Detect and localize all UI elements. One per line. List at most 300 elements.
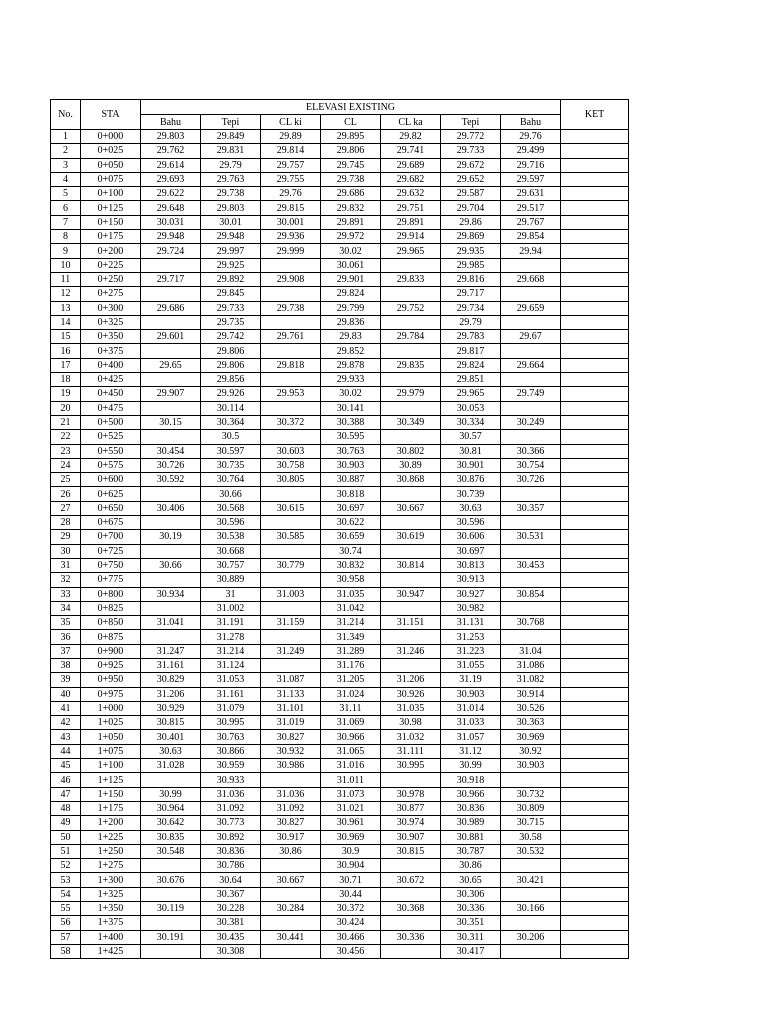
cell-ket bbox=[561, 158, 629, 172]
cell-cl: 29.83 bbox=[321, 330, 381, 344]
cell-ket bbox=[561, 344, 629, 358]
cell-ket bbox=[561, 759, 629, 773]
cell-cl-ki bbox=[261, 373, 321, 387]
cell-bahu-right: 29.659 bbox=[501, 301, 561, 315]
cell-cl-ka: 31.246 bbox=[381, 644, 441, 658]
cell-tepi-left: 30.773 bbox=[201, 816, 261, 830]
cell-sta: 0+625 bbox=[81, 487, 141, 501]
cell-bahu-right: 31.082 bbox=[501, 673, 561, 687]
cell-cl-ka: 29.784 bbox=[381, 330, 441, 344]
cell-cl-ki: 30.805 bbox=[261, 473, 321, 487]
table-row bbox=[51, 444, 629, 458]
cell-ket bbox=[561, 387, 629, 401]
cell-ket bbox=[561, 272, 629, 286]
table-header bbox=[51, 100, 629, 130]
cell-cl-ka: 29.689 bbox=[381, 158, 441, 172]
table-row bbox=[51, 530, 629, 544]
table-row bbox=[51, 144, 629, 158]
cell-no: 33 bbox=[51, 587, 81, 601]
cell-ket bbox=[561, 487, 629, 501]
cell-cl-ki bbox=[261, 258, 321, 272]
cell-no: 17 bbox=[51, 358, 81, 372]
cell-ket bbox=[561, 373, 629, 387]
cell-tepi-left: 30.786 bbox=[201, 859, 261, 873]
cell-tepi-right: 29.935 bbox=[441, 244, 501, 258]
cell-cl: 31.11 bbox=[321, 701, 381, 715]
cell-sta: 0+200 bbox=[81, 244, 141, 258]
cell-tepi-left: 29.735 bbox=[201, 315, 261, 329]
cell-cl: 30.02 bbox=[321, 244, 381, 258]
cell-sta: 0+800 bbox=[81, 587, 141, 601]
table-row bbox=[51, 401, 629, 415]
cell-bahu-left bbox=[141, 859, 201, 873]
cell-bahu-left: 29.622 bbox=[141, 187, 201, 201]
cell-ket bbox=[561, 358, 629, 372]
cell-tepi-right: 30.99 bbox=[441, 759, 501, 773]
cell-bahu-left: 29.614 bbox=[141, 158, 201, 172]
table-row bbox=[51, 201, 629, 215]
cell-no: 41 bbox=[51, 701, 81, 715]
table-row bbox=[51, 130, 629, 144]
cell-bahu-left: 30.63 bbox=[141, 744, 201, 758]
cell-ket bbox=[561, 787, 629, 801]
cell-tepi-right: 30.697 bbox=[441, 544, 501, 558]
cell-ket bbox=[561, 859, 629, 873]
table-row bbox=[51, 387, 629, 401]
cell-tepi-right: 30.813 bbox=[441, 558, 501, 572]
cell-tepi-left: 31.036 bbox=[201, 787, 261, 801]
cell-cl-ki: 29.936 bbox=[261, 230, 321, 244]
cell-no: 26 bbox=[51, 487, 81, 501]
cell-bahu-left bbox=[141, 287, 201, 301]
cell-cl-ki: 29.757 bbox=[261, 158, 321, 172]
cell-sta: 0+525 bbox=[81, 430, 141, 444]
cell-tepi-left: 29.849 bbox=[201, 130, 261, 144]
cell-bahu-right: 30.969 bbox=[501, 730, 561, 744]
cell-cl: 30.466 bbox=[321, 930, 381, 944]
cell-tepi-left: 30.597 bbox=[201, 444, 261, 458]
cell-tepi-right: 30.966 bbox=[441, 787, 501, 801]
cell-cl-ki: 30.779 bbox=[261, 558, 321, 572]
cell-cl-ki bbox=[261, 544, 321, 558]
cell-cl-ka: 30.89 bbox=[381, 458, 441, 472]
cell-cl-ki: 29.738 bbox=[261, 301, 321, 315]
cell-cl: 29.799 bbox=[321, 301, 381, 315]
cell-tepi-left: 29.738 bbox=[201, 187, 261, 201]
cell-cl-ka bbox=[381, 344, 441, 358]
cell-bahu-left: 29.803 bbox=[141, 130, 201, 144]
cell-no: 46 bbox=[51, 773, 81, 787]
header-bahu-right: Bahu bbox=[501, 115, 561, 130]
cell-sta: 0+175 bbox=[81, 230, 141, 244]
cell-tepi-right: 29.86 bbox=[441, 215, 501, 229]
cell-sta: 0+875 bbox=[81, 630, 141, 644]
cell-ket bbox=[561, 801, 629, 815]
cell-bahu-left bbox=[141, 630, 201, 644]
cell-cl-ka bbox=[381, 658, 441, 672]
cell-cl-ka bbox=[381, 773, 441, 787]
table-row bbox=[51, 687, 629, 701]
cell-cl: 30.904 bbox=[321, 859, 381, 873]
cell-no: 56 bbox=[51, 916, 81, 930]
cell-ket bbox=[561, 544, 629, 558]
cell-ket bbox=[561, 187, 629, 201]
cell-tepi-right: 30.881 bbox=[441, 830, 501, 844]
header-elevasi-existing: ELEVASI EXISTING bbox=[141, 100, 561, 115]
cell-bahu-left: 30.031 bbox=[141, 215, 201, 229]
cell-bahu-left: 30.119 bbox=[141, 902, 201, 916]
cell-ket bbox=[561, 144, 629, 158]
cell-no: 10 bbox=[51, 258, 81, 272]
cell-bahu-right bbox=[501, 344, 561, 358]
cell-bahu-right: 29.76 bbox=[501, 130, 561, 144]
table-row bbox=[51, 887, 629, 901]
table-row bbox=[51, 587, 629, 601]
cell-tepi-left: 30.308 bbox=[201, 944, 261, 958]
cell-cl-ki: 29.999 bbox=[261, 244, 321, 258]
table-row bbox=[51, 616, 629, 630]
cell-no: 4 bbox=[51, 172, 81, 186]
table-row bbox=[51, 358, 629, 372]
cell-tepi-left: 29.742 bbox=[201, 330, 261, 344]
cell-cl-ki: 30.917 bbox=[261, 830, 321, 844]
cell-cl-ki bbox=[261, 287, 321, 301]
cell-cl: 30.372 bbox=[321, 902, 381, 916]
cell-bahu-left: 30.934 bbox=[141, 587, 201, 601]
cell-tepi-right: 29.587 bbox=[441, 187, 501, 201]
cell-bahu-right: 30.531 bbox=[501, 530, 561, 544]
table-row bbox=[51, 301, 629, 315]
cell-bahu-left: 30.829 bbox=[141, 673, 201, 687]
cell-cl-ka: 30.815 bbox=[381, 844, 441, 858]
cell-sta: 0+825 bbox=[81, 601, 141, 615]
cell-no: 29 bbox=[51, 530, 81, 544]
cell-no: 37 bbox=[51, 644, 81, 658]
cell-tepi-right: 29.717 bbox=[441, 287, 501, 301]
cell-bahu-right: 29.94 bbox=[501, 244, 561, 258]
cell-tepi-left: 31.053 bbox=[201, 673, 261, 687]
cell-cl: 30.44 bbox=[321, 887, 381, 901]
cell-bahu-left: 29.65 bbox=[141, 358, 201, 372]
cell-cl-ka bbox=[381, 887, 441, 901]
table-row bbox=[51, 601, 629, 615]
cell-ket bbox=[561, 201, 629, 215]
table-row bbox=[51, 244, 629, 258]
cell-bahu-left: 30.726 bbox=[141, 458, 201, 472]
cell-bahu-left: 30.642 bbox=[141, 816, 201, 830]
cell-tepi-right: 29.672 bbox=[441, 158, 501, 172]
cell-cl: 30.969 bbox=[321, 830, 381, 844]
table-row bbox=[51, 487, 629, 501]
cell-cl-ka: 29.891 bbox=[381, 215, 441, 229]
table-row bbox=[51, 272, 629, 286]
header-bahu-left: Bahu bbox=[141, 115, 201, 130]
cell-sta: 0+575 bbox=[81, 458, 141, 472]
cell-cl: 31.042 bbox=[321, 601, 381, 615]
cell-tepi-left: 29.733 bbox=[201, 301, 261, 315]
cell-bahu-right: 30.92 bbox=[501, 744, 561, 758]
cell-tepi-right: 30.739 bbox=[441, 487, 501, 501]
cell-tepi-right: 30.913 bbox=[441, 573, 501, 587]
cell-bahu-right: 30.715 bbox=[501, 816, 561, 830]
cell-sta: 0+650 bbox=[81, 501, 141, 515]
cell-bahu-left bbox=[141, 573, 201, 587]
cell-cl: 29.836 bbox=[321, 315, 381, 329]
cell-sta: 0+500 bbox=[81, 415, 141, 429]
cell-bahu-right: 30.914 bbox=[501, 687, 561, 701]
cell-cl-ki: 30.86 bbox=[261, 844, 321, 858]
cell-ket bbox=[561, 558, 629, 572]
cell-tepi-left: 30.735 bbox=[201, 458, 261, 472]
cell-tepi-right: 31.223 bbox=[441, 644, 501, 658]
cell-cl: 30.061 bbox=[321, 258, 381, 272]
table-row bbox=[51, 430, 629, 444]
cell-bahu-left bbox=[141, 487, 201, 501]
cell-tepi-left: 30.568 bbox=[201, 501, 261, 515]
cell-bahu-right: 30.357 bbox=[501, 501, 561, 515]
cell-tepi-right: 30.596 bbox=[441, 516, 501, 530]
header-no: No. bbox=[51, 100, 81, 130]
cell-cl-ka bbox=[381, 315, 441, 329]
cell-cl-ka bbox=[381, 401, 441, 415]
cell-sta: 0+350 bbox=[81, 330, 141, 344]
cell-tepi-right: 31.131 bbox=[441, 616, 501, 630]
cell-bahu-left: 29.948 bbox=[141, 230, 201, 244]
cell-no: 20 bbox=[51, 401, 81, 415]
cell-tepi-right: 30.982 bbox=[441, 601, 501, 615]
table-row bbox=[51, 172, 629, 186]
table-row bbox=[51, 816, 629, 830]
cell-sta: 0+425 bbox=[81, 373, 141, 387]
cell-no: 34 bbox=[51, 601, 81, 615]
table-row bbox=[51, 258, 629, 272]
cell-cl-ka bbox=[381, 573, 441, 587]
cell-bahu-right: 30.166 bbox=[501, 902, 561, 916]
cell-tepi-right: 29.783 bbox=[441, 330, 501, 344]
cell-bahu-left: 30.191 bbox=[141, 930, 201, 944]
cell-tepi-left: 30.228 bbox=[201, 902, 261, 916]
header-cl-ki: CL ki bbox=[261, 115, 321, 130]
cell-cl-ki: 31.003 bbox=[261, 587, 321, 601]
cell-tepi-left: 29.831 bbox=[201, 144, 261, 158]
cell-tepi-right: 30.836 bbox=[441, 801, 501, 815]
cell-ket bbox=[561, 902, 629, 916]
cell-tepi-right: 29.824 bbox=[441, 358, 501, 372]
table-row bbox=[51, 158, 629, 172]
cell-ket bbox=[561, 658, 629, 672]
cell-sta: 0+750 bbox=[81, 558, 141, 572]
cell-cl: 30.966 bbox=[321, 730, 381, 744]
cell-no: 24 bbox=[51, 458, 81, 472]
cell-bahu-left bbox=[141, 258, 201, 272]
cell-bahu-right: 30.809 bbox=[501, 801, 561, 815]
cell-tepi-left: 30.367 bbox=[201, 887, 261, 901]
cell-bahu-right: 30.768 bbox=[501, 616, 561, 630]
cell-ket bbox=[561, 601, 629, 615]
cell-bahu-right: 31.04 bbox=[501, 644, 561, 658]
table-row bbox=[51, 344, 629, 358]
cell-bahu-left: 30.835 bbox=[141, 830, 201, 844]
cell-ket bbox=[561, 258, 629, 272]
cell-cl: 30.388 bbox=[321, 415, 381, 429]
cell-bahu-right: 29.749 bbox=[501, 387, 561, 401]
cell-sta: 0+050 bbox=[81, 158, 141, 172]
cell-cl-ki bbox=[261, 944, 321, 958]
cell-bahu-right: 30.732 bbox=[501, 787, 561, 801]
cell-tepi-right: 30.903 bbox=[441, 687, 501, 701]
cell-bahu-right bbox=[501, 487, 561, 501]
cell-no: 51 bbox=[51, 844, 81, 858]
cell-cl-ka: 29.741 bbox=[381, 144, 441, 158]
cell-cl: 29.852 bbox=[321, 344, 381, 358]
cell-cl: 31.289 bbox=[321, 644, 381, 658]
cell-sta: 0+125 bbox=[81, 201, 141, 215]
cell-sta: 1+425 bbox=[81, 944, 141, 958]
cell-no: 43 bbox=[51, 730, 81, 744]
cell-cl-ki: 30.585 bbox=[261, 530, 321, 544]
cell-cl: 29.806 bbox=[321, 144, 381, 158]
cell-bahu-right bbox=[501, 258, 561, 272]
cell-cl-ka: 29.914 bbox=[381, 230, 441, 244]
cell-tepi-left: 29.925 bbox=[201, 258, 261, 272]
cell-tepi-left: 30.5 bbox=[201, 430, 261, 444]
cell-bahu-left: 29.686 bbox=[141, 301, 201, 315]
cell-no: 11 bbox=[51, 272, 81, 286]
cell-sta: 0+100 bbox=[81, 187, 141, 201]
cell-cl-ki: 30.284 bbox=[261, 902, 321, 916]
cell-cl-ki: 31.019 bbox=[261, 716, 321, 730]
cell-cl-ki: 30.932 bbox=[261, 744, 321, 758]
cell-bahu-right bbox=[501, 430, 561, 444]
table-row bbox=[51, 930, 629, 944]
cell-bahu-left: 30.548 bbox=[141, 844, 201, 858]
cell-ket bbox=[561, 616, 629, 630]
cell-ket bbox=[561, 816, 629, 830]
cell-cl-ka bbox=[381, 287, 441, 301]
table-row bbox=[51, 415, 629, 429]
header-cl-ka: CL ka bbox=[381, 115, 441, 130]
cell-cl-ki: 30.603 bbox=[261, 444, 321, 458]
cell-sta: 0+700 bbox=[81, 530, 141, 544]
cell-bahu-left: 30.964 bbox=[141, 801, 201, 815]
cell-cl-ka: 30.907 bbox=[381, 830, 441, 844]
cell-ket bbox=[561, 944, 629, 958]
cell-sta: 1+350 bbox=[81, 902, 141, 916]
cell-no: 30 bbox=[51, 544, 81, 558]
cell-no: 40 bbox=[51, 687, 81, 701]
cell-no: 2 bbox=[51, 144, 81, 158]
cell-cl-ka: 30.978 bbox=[381, 787, 441, 801]
cell-bahu-right bbox=[501, 773, 561, 787]
table-row bbox=[51, 787, 629, 801]
cell-cl-ka: 30.672 bbox=[381, 873, 441, 887]
table-row bbox=[51, 701, 629, 715]
cell-cl: 31.035 bbox=[321, 587, 381, 601]
cell-cl: 31.176 bbox=[321, 658, 381, 672]
cell-bahu-left: 30.99 bbox=[141, 787, 201, 801]
cell-cl: 29.878 bbox=[321, 358, 381, 372]
cell-cl-ka: 30.926 bbox=[381, 687, 441, 701]
table-row bbox=[51, 902, 629, 916]
cell-tepi-left: 30.64 bbox=[201, 873, 261, 887]
cell-cl-ka: 30.877 bbox=[381, 801, 441, 815]
cell-no: 13 bbox=[51, 301, 81, 315]
cell-no: 57 bbox=[51, 930, 81, 944]
cell-cl: 31.016 bbox=[321, 759, 381, 773]
cell-cl-ka: 30.619 bbox=[381, 530, 441, 544]
cell-tepi-left: 29.926 bbox=[201, 387, 261, 401]
cell-sta: 1+250 bbox=[81, 844, 141, 858]
cell-bahu-left bbox=[141, 544, 201, 558]
cell-bahu-right: 29.631 bbox=[501, 187, 561, 201]
cell-cl: 30.456 bbox=[321, 944, 381, 958]
cell-ket bbox=[561, 844, 629, 858]
cell-cl-ki: 30.615 bbox=[261, 501, 321, 515]
cell-ket bbox=[561, 930, 629, 944]
cell-bahu-right: 30.206 bbox=[501, 930, 561, 944]
cell-tepi-left: 31.092 bbox=[201, 801, 261, 815]
cell-cl-ki: 31.249 bbox=[261, 644, 321, 658]
cell-tepi-left: 29.803 bbox=[201, 201, 261, 215]
cell-sta: 1+200 bbox=[81, 816, 141, 830]
cell-cl: 30.887 bbox=[321, 473, 381, 487]
cell-ket bbox=[561, 401, 629, 415]
table-row bbox=[51, 944, 629, 958]
table-row bbox=[51, 716, 629, 730]
cell-ket bbox=[561, 730, 629, 744]
cell-cl-ki: 31.133 bbox=[261, 687, 321, 701]
cell-bahu-left: 30.454 bbox=[141, 444, 201, 458]
cell-cl: 30.958 bbox=[321, 573, 381, 587]
cell-cl-ki: 30.372 bbox=[261, 415, 321, 429]
cell-bahu-left bbox=[141, 344, 201, 358]
cell-sta: 0+900 bbox=[81, 644, 141, 658]
cell-cl-ka: 30.974 bbox=[381, 816, 441, 830]
cell-no: 22 bbox=[51, 430, 81, 444]
cell-bahu-right: 30.726 bbox=[501, 473, 561, 487]
cell-sta: 1+175 bbox=[81, 801, 141, 815]
cell-bahu-right: 30.532 bbox=[501, 844, 561, 858]
cell-bahu-right: 29.597 bbox=[501, 172, 561, 186]
cell-cl: 29.901 bbox=[321, 272, 381, 286]
cell-cl: 31.011 bbox=[321, 773, 381, 787]
cell-bahu-left bbox=[141, 601, 201, 615]
cell-tepi-left: 30.764 bbox=[201, 473, 261, 487]
cell-tepi-left: 30.668 bbox=[201, 544, 261, 558]
cell-cl-ka: 29.833 bbox=[381, 272, 441, 286]
cell-cl-ka: 30.368 bbox=[381, 902, 441, 916]
cell-tepi-left: 31.124 bbox=[201, 658, 261, 672]
table-row bbox=[51, 458, 629, 472]
cell-bahu-right: 30.421 bbox=[501, 873, 561, 887]
cell-ket bbox=[561, 172, 629, 186]
cell-cl-ka: 31.111 bbox=[381, 744, 441, 758]
table-row bbox=[51, 215, 629, 229]
cell-bahu-left: 30.815 bbox=[141, 716, 201, 730]
cell-tepi-left: 30.538 bbox=[201, 530, 261, 544]
cell-cl-ki: 29.814 bbox=[261, 144, 321, 158]
cell-bahu-right: 29.517 bbox=[501, 201, 561, 215]
cell-bahu-right: 29.854 bbox=[501, 230, 561, 244]
cell-tepi-right: 30.918 bbox=[441, 773, 501, 787]
cell-ket bbox=[561, 687, 629, 701]
cell-sta: 0+225 bbox=[81, 258, 141, 272]
cell-sta: 0+275 bbox=[81, 287, 141, 301]
cell-tepi-right: 29.816 bbox=[441, 272, 501, 286]
cell-cl-ka: 31.151 bbox=[381, 616, 441, 630]
cell-sta: 0+950 bbox=[81, 673, 141, 687]
cell-no: 42 bbox=[51, 716, 81, 730]
